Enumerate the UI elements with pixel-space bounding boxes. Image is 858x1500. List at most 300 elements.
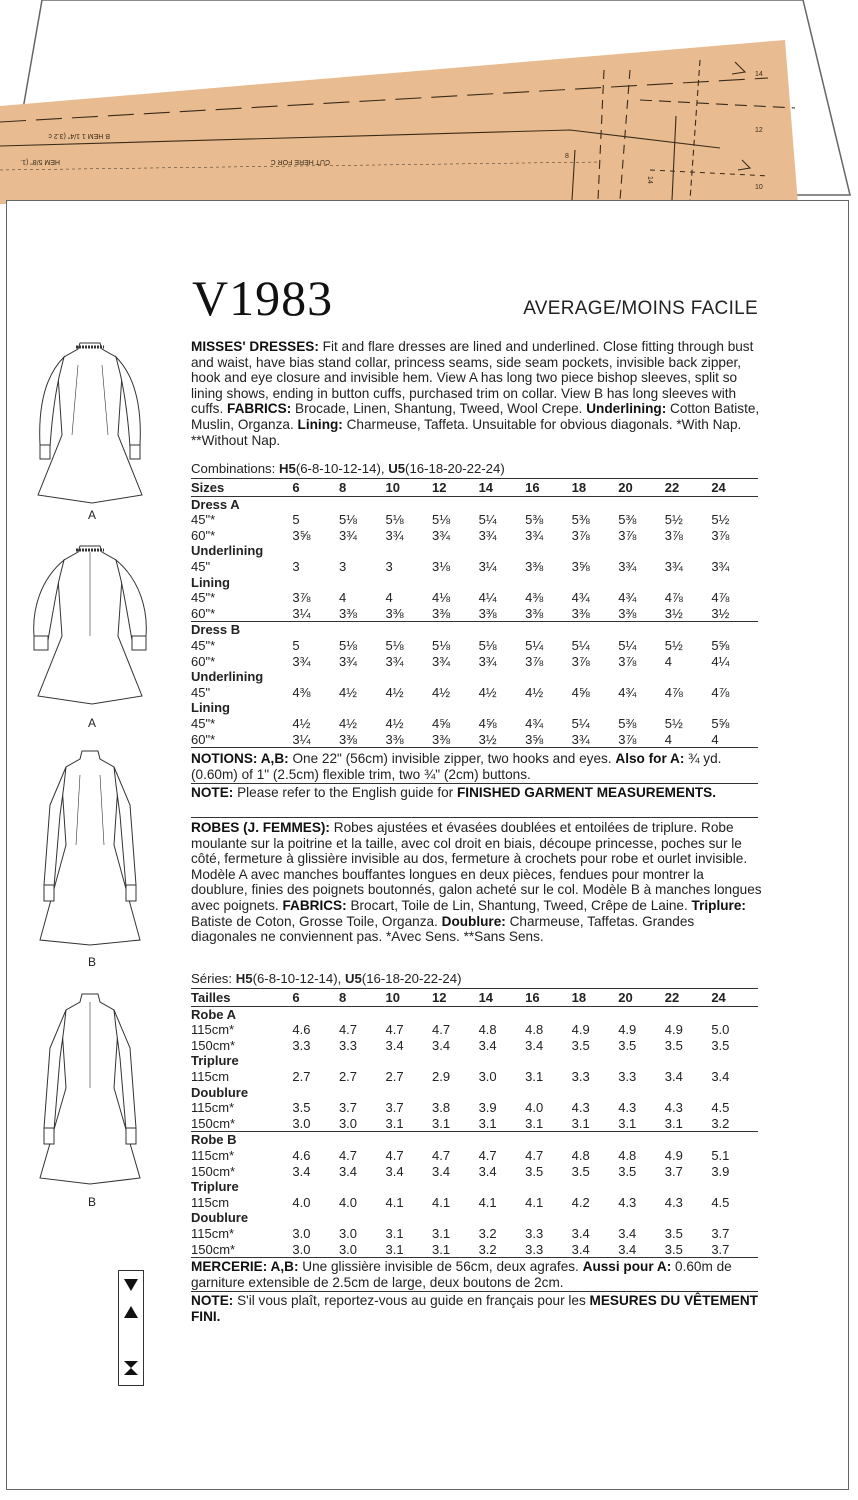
sketch-view-b-front <box>10 745 170 950</box>
table-row <box>191 528 758 544</box>
fabric-width: 115cm* <box>191 1225 235 1241</box>
tissue-text-8: 8 <box>565 153 569 160</box>
english-notions: NOTIONS: A,B: One 22" (56cm) invisible zipper, two hooks and eyes. Also for A: ¾ yd. (0.60m) of 1" (2.5cm) flexible trim, two ¾" (2cm) buttons. <box>191 751 722 782</box>
table-row <box>191 1226 758 1242</box>
section-title: Robe A <box>191 1006 237 1022</box>
yardage-value: 3.0 <box>292 1242 339 1258</box>
size-column-header: 8 <box>339 990 386 1006</box>
yardage-value: 4.1 <box>525 1194 544 1210</box>
yardage-value: 4½ <box>338 715 358 731</box>
yardage-value: 3.2 <box>479 1242 526 1258</box>
yardage-value: 3⅝ <box>525 732 572 748</box>
yardage-value: 4.7 <box>432 1022 451 1038</box>
table-row <box>191 1116 758 1132</box>
yardage-value: 4⅞ <box>711 590 730 606</box>
english-yardage-table <box>191 480 758 748</box>
yardage-value: 4⅞ <box>664 590 683 606</box>
table-row <box>191 590 758 606</box>
section-title: Lining <box>191 700 230 716</box>
yardage-value: 5¼ <box>571 715 590 731</box>
yardage-value: 5.0 <box>711 1022 730 1038</box>
yardage-value: 4⅜ <box>292 684 311 700</box>
view-label: A <box>88 716 97 730</box>
yardage-value: 3.5 <box>618 1163 637 1179</box>
yardage-value: 4 <box>385 590 393 606</box>
yardage-value: 3.5 <box>711 1037 730 1053</box>
size-column-header: 16 <box>525 480 572 496</box>
fabric-width: 115cm <box>191 1194 230 1210</box>
sketch-view-a-front <box>10 335 170 510</box>
yardage-value: 3½ <box>479 732 526 748</box>
yardage-value: 4.7 <box>525 1147 544 1163</box>
yardage-value: 4.0 <box>292 1194 311 1210</box>
yardage-value: 3 <box>338 558 347 574</box>
yardage-value: 5⅛ <box>338 637 358 653</box>
yardage-value: 4.9 <box>664 1147 683 1163</box>
fabric-width: 150cm* <box>191 1115 236 1131</box>
size-column-header: 6 <box>292 480 339 496</box>
yardage-value: 3¾ <box>478 653 497 669</box>
yardage-value: 3¾ <box>338 527 358 543</box>
english-note: NOTE: Please refer to the English guide for FINISHED GARMENT MEASUREMENTS. <box>191 785 717 800</box>
yardage-value: 3.7 <box>711 1242 758 1258</box>
yardage-value: 5⅛ <box>338 512 358 528</box>
yardage-value: 3.9 <box>478 1100 497 1116</box>
yardage-value: 3.4 <box>432 1037 451 1053</box>
section-row <box>191 669 758 685</box>
fabric-width: 45"* <box>191 590 216 606</box>
yardage-value: 4½ <box>385 684 404 700</box>
up-triangle-icon <box>122 1303 140 1321</box>
underlining-text: Cotton Batiste, Muslin, Organza. <box>191 401 760 432</box>
yardage-value: 4¾ <box>525 715 544 731</box>
fabric-width: 115cm* <box>191 1100 235 1116</box>
size-column-header: 16 <box>525 990 572 1006</box>
fabric-width: 115cm* <box>191 1147 235 1163</box>
yardage-value: 3⅞ <box>618 527 637 543</box>
yardage-value: 4.3 <box>571 1100 590 1116</box>
size-column-header: 6 <box>292 990 339 1006</box>
yardage-value: 5 <box>292 512 300 528</box>
yardage-value: 3¾ <box>385 653 404 669</box>
yardage-value: 4½ <box>338 684 358 700</box>
yardage-value: 3⅜ <box>385 605 404 621</box>
size-column-header: 24 <box>711 990 758 1006</box>
description-title: MISSES' DRESSES: <box>191 339 319 354</box>
yardage-value: 4½ <box>385 715 404 731</box>
size-column-header: 8 <box>339 480 386 496</box>
yardage-value: 3⅞ <box>618 732 665 748</box>
section-row <box>191 1210 758 1226</box>
yardage-value: 5⅛ <box>385 637 404 653</box>
yardage-value: 5.1 <box>711 1147 730 1163</box>
fabrics-label: FABRICS: <box>227 401 292 417</box>
yardage-value: 4.8 <box>478 1022 497 1038</box>
yardage-value: 4.0 <box>338 1194 358 1210</box>
table-row <box>191 732 758 748</box>
sketch-view-a-back <box>10 540 170 710</box>
yardage-value: 5⅛ <box>432 512 451 528</box>
yardage-value: 3.1 <box>385 1242 432 1258</box>
yardage-value: 3¾ <box>664 558 683 574</box>
yardage-value: 3⅜ <box>432 732 479 748</box>
yardage-value: 3.4 <box>385 1163 404 1179</box>
english-description <box>191 339 763 448</box>
table-row <box>191 716 758 732</box>
yardage-value: 5⅜ <box>618 715 637 731</box>
yardage-value: 4½ <box>525 684 544 700</box>
yardage-value: 3.4 <box>571 1225 590 1241</box>
divider <box>191 817 758 818</box>
yardage-value: 3¼ <box>292 732 339 748</box>
fabric-width: 45"* <box>191 637 216 653</box>
yardage-value: 4 <box>711 732 758 748</box>
yardage-value: 3⅜ <box>338 605 358 621</box>
hourglass-icon <box>122 1359 140 1377</box>
yardage-value: 4.9 <box>664 1022 683 1038</box>
yardage-value: 3⅜ <box>432 605 451 621</box>
yardage-value: 3¼ <box>292 605 311 621</box>
yardage-value: 3.5 <box>525 1163 544 1179</box>
lining-label: Lining: <box>297 416 343 432</box>
yardage-value: 3.4 <box>618 1242 665 1258</box>
yardage-value: 4¾ <box>618 590 637 606</box>
yardage-value: 4.8 <box>525 1022 544 1038</box>
size-column-header: 20 <box>618 990 665 1006</box>
fabric-width: 115cm <box>191 1068 230 1084</box>
sizes-header: Tailles <box>191 990 292 1006</box>
yardage-value: 3.0 <box>478 1068 497 1084</box>
yardage-value: 3¾ <box>572 732 619 748</box>
yardage-value: 3.4 <box>618 1225 637 1241</box>
yardage-value: 3.4 <box>711 1068 730 1084</box>
yardage-value: 3.4 <box>478 1037 497 1053</box>
yardage-value: 3.3 <box>525 1242 572 1258</box>
yardage-value: 3¾ <box>338 653 358 669</box>
section-row <box>191 700 758 716</box>
divider <box>191 783 758 784</box>
yardage-value: 4.3 <box>664 1100 683 1116</box>
section-title: Triplure <box>191 1053 239 1069</box>
yardage-value: 3.4 <box>338 1163 358 1179</box>
yardage-value: 4¼ <box>711 653 730 669</box>
table-row <box>191 512 758 528</box>
yardage-value: 4.9 <box>618 1022 637 1038</box>
yardage-value: 3⅛ <box>432 558 451 574</box>
yardage-value: 3⅞ <box>292 590 311 606</box>
view-label: A <box>88 508 97 522</box>
yardage-value: 3.1 <box>385 1115 404 1131</box>
yardage-value: 3.3 <box>525 1225 544 1241</box>
series-line: Séries: H5(6-8-10-12-14), U5(16-18-20-22-24) <box>191 971 462 986</box>
yardage-value: 5⅝ <box>711 715 730 731</box>
table-row <box>191 654 758 670</box>
yardage-value: 4.1 <box>478 1194 497 1210</box>
yardage-value: 5⅛ <box>385 512 404 528</box>
size-column-header: 18 <box>572 480 619 496</box>
yardage-value: 3.7 <box>338 1100 358 1116</box>
yardage-value: 4.7 <box>432 1147 451 1163</box>
yardage-value: 3⅜ <box>571 605 590 621</box>
table-row <box>191 1038 758 1054</box>
yardage-value: 3.8 <box>432 1100 451 1116</box>
yardage-value: 4.3 <box>618 1194 637 1210</box>
size-column-header: 10 <box>385 990 432 1006</box>
tissue-text-14b: 14 <box>755 71 763 78</box>
yardage-value: 4.7 <box>338 1022 358 1038</box>
yardage-value: 5⅛ <box>478 637 497 653</box>
section-row <box>191 622 758 638</box>
fabric-width: 45" <box>191 684 211 700</box>
yardage-value: 3.3 <box>338 1037 358 1053</box>
yardage-value: 4.3 <box>664 1194 683 1210</box>
divider <box>191 1291 758 1292</box>
section-title: Lining <box>191 574 230 590</box>
yardage-value: 4.8 <box>618 1147 637 1163</box>
yardage-value: 4.8 <box>571 1147 590 1163</box>
section-title: Dress A <box>191 496 240 512</box>
yardage-value: 3.1 <box>432 1242 479 1258</box>
fabric-width: 45"* <box>191 512 216 528</box>
yardage-value: 3.0 <box>339 1242 386 1258</box>
table-row <box>191 1022 758 1038</box>
sizes-header: Sizes <box>191 480 292 496</box>
yardage-value: 3⅞ <box>664 527 683 543</box>
yardage-value: 5½ <box>711 512 730 528</box>
fabrics-text: Brocade, Linen, Shantung, Tweed, Wool Crepe. <box>295 401 583 417</box>
yardage-value: 3⅞ <box>618 653 637 669</box>
french-yardage-table <box>191 990 758 1258</box>
fabric-width: 60"* <box>191 605 216 621</box>
yardage-value: 4 <box>338 590 347 606</box>
yardage-value: 3¾ <box>385 527 404 543</box>
size-column-header: 10 <box>385 480 432 496</box>
french-description: ROBES (J. FEMMES): Robes ajustées et évasées doublées et entoilées de triplure. Robe moulante sur la poitrine et la taille, avec col droit en biais, découpe princesse, poches sur le côté, fermeture à glissière invisible au dos, fermeture à crochets pour robe et ourlet invisible. Modèle A avec manches bouffantes longues en deux pièces, fendues pour montrer la doublure, finies des poignets boutonnés, galon acheté sur le col. Modèle B à manches longues avec poignets. FABRICS: Brocart, Toile de Lin, Shantung, Tweed, Crêpe de Laine. Triplure: Batiste de Coton, Grosse Toile, Organza. Doublure: Charmeuse, Taffetas. Grandes diagonales ne conviennent pas. *Avec Sens. **Sans Sens. <box>191 820 762 945</box>
yardage-value: 3¾ <box>432 653 451 669</box>
yardage-value: 3.2 <box>711 1115 730 1131</box>
yardage-value: 3¾ <box>618 558 637 574</box>
yardage-value: 3⅞ <box>711 527 730 543</box>
table-row <box>191 1242 758 1258</box>
yardage-value: 3⅝ <box>292 527 311 543</box>
fabric-width: 150cm* <box>191 1163 236 1179</box>
yardage-value: 5¼ <box>478 512 497 528</box>
yardage-value: 3.4 <box>385 1037 404 1053</box>
french-note: NOTE: S'il vous plaît, reportez-vous au guide en français pour les MESURES DU VÊTEMENT FINI. <box>191 1293 758 1324</box>
tissue-text-10: 10 <box>755 184 763 191</box>
yardage-value: 4½ <box>432 684 451 700</box>
yardage-value: 3.1 <box>432 1225 451 1241</box>
size-column-header: 20 <box>618 480 665 496</box>
divider <box>191 988 758 989</box>
underlining-label: Underlining: <box>586 401 667 417</box>
yardage-value: 3¾ <box>711 558 730 574</box>
size-column-header: 22 <box>665 990 712 1006</box>
yardage-value: 3¾ <box>292 653 311 669</box>
tissue-text-cut-here: CUT HERE FOR C <box>270 158 330 165</box>
yardage-value: 3.7 <box>385 1100 404 1116</box>
table-row <box>191 1164 758 1180</box>
yardage-value: 5¼ <box>525 637 544 653</box>
yardage-value: 4⅝ <box>432 715 451 731</box>
difficulty-level: AVERAGE/MOINS FACILE <box>523 298 758 319</box>
yardage-value: 3.0 <box>292 1115 311 1131</box>
yardage-value: 4.2 <box>571 1194 590 1210</box>
size-column-header: 22 <box>665 480 712 496</box>
yardage-value: 5 <box>292 637 300 653</box>
yardage-value: 3.4 <box>525 1037 544 1053</box>
yardage-value: 4.3 <box>618 1100 637 1116</box>
yardage-value: 3⅜ <box>525 605 544 621</box>
fabric-width: 150cm* <box>191 1037 236 1053</box>
yardage-value: 5⅜ <box>525 512 544 528</box>
table-row <box>191 606 758 622</box>
yardage-value: 3.2 <box>478 1225 497 1241</box>
yardage-value: 5⅜ <box>571 512 590 528</box>
yardage-value: 3.4 <box>432 1163 451 1179</box>
yardage-value: 4⅞ <box>664 684 683 700</box>
yardage-value: 3.5 <box>665 1242 712 1258</box>
fabric-width: 60"* <box>191 732 292 748</box>
size-column-header: 14 <box>479 990 526 1006</box>
french-mercerie: MERCERIE: A,B: Une glissière invisible de 56cm, deux agrafes. Aussi pour A: 0.60m de garniture extensible de 2.5cm de large, deux boutons de 2cm. <box>191 1259 732 1290</box>
down-triangle-icon <box>122 1276 140 1294</box>
yardage-value: 4½ <box>478 684 497 700</box>
yardage-value: 4.5 <box>711 1100 730 1116</box>
yardage-value: 2.7 <box>338 1068 358 1084</box>
table-row <box>191 638 758 654</box>
yardage-value: 2.7 <box>385 1068 404 1084</box>
size-column-header: 12 <box>432 990 479 1006</box>
yardage-value: 2.7 <box>292 1068 311 1084</box>
section-title: Dress B <box>191 622 758 638</box>
yardage-value: 3.1 <box>525 1068 544 1084</box>
section-title: Doublure <box>191 1084 249 1100</box>
size-column-header: 14 <box>479 480 526 496</box>
table-row <box>191 1148 758 1164</box>
yardage-value: 4.7 <box>478 1147 497 1163</box>
yardage-value: 3 <box>292 558 300 574</box>
sketch-view-b-back <box>10 988 170 1188</box>
yardage-value: 3.4 <box>664 1068 683 1084</box>
table-row <box>191 559 758 575</box>
section-title: Triplure <box>191 1179 239 1195</box>
yardage-value: 5⅛ <box>432 637 451 653</box>
description-body: Fit and flare dresses are lined and underlined. Close fitting through bust and waist, have bias stand collar, princess seams, side seam pockets, invisible back zipper, hook and eye closure and invisible hem. View A has long two piece bishop sleeves, split so lining shows, ending in button cuffs, purchased trim on collar. View B has long sleeves with cuffs. <box>191 339 754 417</box>
yardage-value: 4⅝ <box>571 684 590 700</box>
pattern-code: V1983 <box>192 270 334 326</box>
yardage-value: 3½ <box>664 605 683 621</box>
tissue-text-b-hem: B HEM 1 1/4" (3.2 c <box>48 132 110 139</box>
section-row <box>191 1179 758 1195</box>
yardage-value: 3.5 <box>664 1037 683 1053</box>
yardage-value: 3.3 <box>571 1068 590 1084</box>
tissue-text-12: 12 <box>755 127 763 134</box>
yardage-value: 3.4 <box>572 1242 619 1258</box>
section-title: Doublure <box>191 1210 249 1226</box>
yardage-value: 3¾ <box>432 527 451 543</box>
section-row <box>191 496 758 512</box>
yardage-value: 3.1 <box>478 1115 497 1131</box>
yardage-value: 2.9 <box>432 1068 451 1084</box>
section-row <box>191 1132 758 1148</box>
fabric-width: 60"* <box>191 527 216 543</box>
yardage-value: 3.4 <box>292 1163 311 1179</box>
yardage-value: 3.5 <box>618 1037 637 1053</box>
yardage-value: 3.4 <box>478 1163 497 1179</box>
yardage-value: 3.1 <box>525 1115 544 1131</box>
yardage-value: 5½ <box>664 715 683 731</box>
section-row <box>191 1053 758 1069</box>
yardage-value: 4⅛ <box>432 590 451 606</box>
yardage-value: 4.6 <box>292 1147 311 1163</box>
yardage-value: 3.1 <box>385 1225 404 1241</box>
yardage-value: 4½ <box>292 715 311 731</box>
yardage-value: 4 <box>665 732 712 748</box>
section-row <box>191 1085 758 1101</box>
yardage-value: 3⅜ <box>339 732 386 748</box>
yardage-value: 3.1 <box>618 1115 637 1131</box>
tissue-text-hem: HEM 5/8" (1. <box>20 158 60 165</box>
yardage-value: 5¼ <box>571 637 590 653</box>
yardage-value: 5¼ <box>618 637 637 653</box>
table-row <box>191 685 758 701</box>
yardage-value: 4.1 <box>432 1194 451 1210</box>
yardage-value: 3⅞ <box>525 653 544 669</box>
fabric-width: 115cm* <box>191 1022 235 1038</box>
yardage-value: 3.1 <box>664 1115 683 1131</box>
yardage-value: 4¾ <box>571 590 590 606</box>
yardage-value: 4.5 <box>711 1194 730 1210</box>
yardage-value: 3.9 <box>711 1163 730 1179</box>
yardage-value: 3⅝ <box>571 558 590 574</box>
yardage-value: 5⅝ <box>711 637 730 653</box>
yardage-value: 3.5 <box>571 1163 590 1179</box>
tissue-text-14a: 14 <box>646 176 653 184</box>
yardage-value: 3⅞ <box>571 653 590 669</box>
divider <box>191 478 758 479</box>
yardage-value: 4¼ <box>478 590 497 606</box>
yardage-value: 4.7 <box>385 1022 404 1038</box>
size-column-header: 24 <box>711 480 758 496</box>
yardage-value: 3.0 <box>338 1115 358 1131</box>
yardage-value: 3½ <box>711 605 730 621</box>
yardage-value: 3⅜ <box>478 605 497 621</box>
yardage-value: 3⅜ <box>618 605 637 621</box>
yardage-value: 3 <box>385 558 393 574</box>
yardage-value: 4⅞ <box>711 684 730 700</box>
yardage-value: 5⅜ <box>618 512 637 528</box>
yardage-value: 3.7 <box>664 1163 683 1179</box>
table-row <box>191 1069 758 1085</box>
table-row <box>191 1100 758 1116</box>
yardage-value: 3.0 <box>292 1225 311 1241</box>
fabric-width: 45"* <box>191 715 216 731</box>
size-column-header: 18 <box>572 990 619 1006</box>
yardage-value: 5½ <box>664 512 683 528</box>
yardage-value: 4¾ <box>618 684 637 700</box>
yardage-value: 4 <box>664 653 672 669</box>
yardage-value: 3.3 <box>618 1068 637 1084</box>
yardage-value: 3.3 <box>292 1037 311 1053</box>
yardage-value: 4⅝ <box>478 715 497 731</box>
yardage-value: 3¾ <box>478 527 497 543</box>
yardage-value: 4.7 <box>385 1147 404 1163</box>
section-title: Robe B <box>191 1132 758 1148</box>
yardage-value: 3.5 <box>664 1225 683 1241</box>
section-title: Underlining <box>191 669 264 685</box>
lining-text: Charmeuse, Taffeta. Unsuitable for obvious diagonals. *With Nap. **Without Nap. <box>191 416 742 448</box>
